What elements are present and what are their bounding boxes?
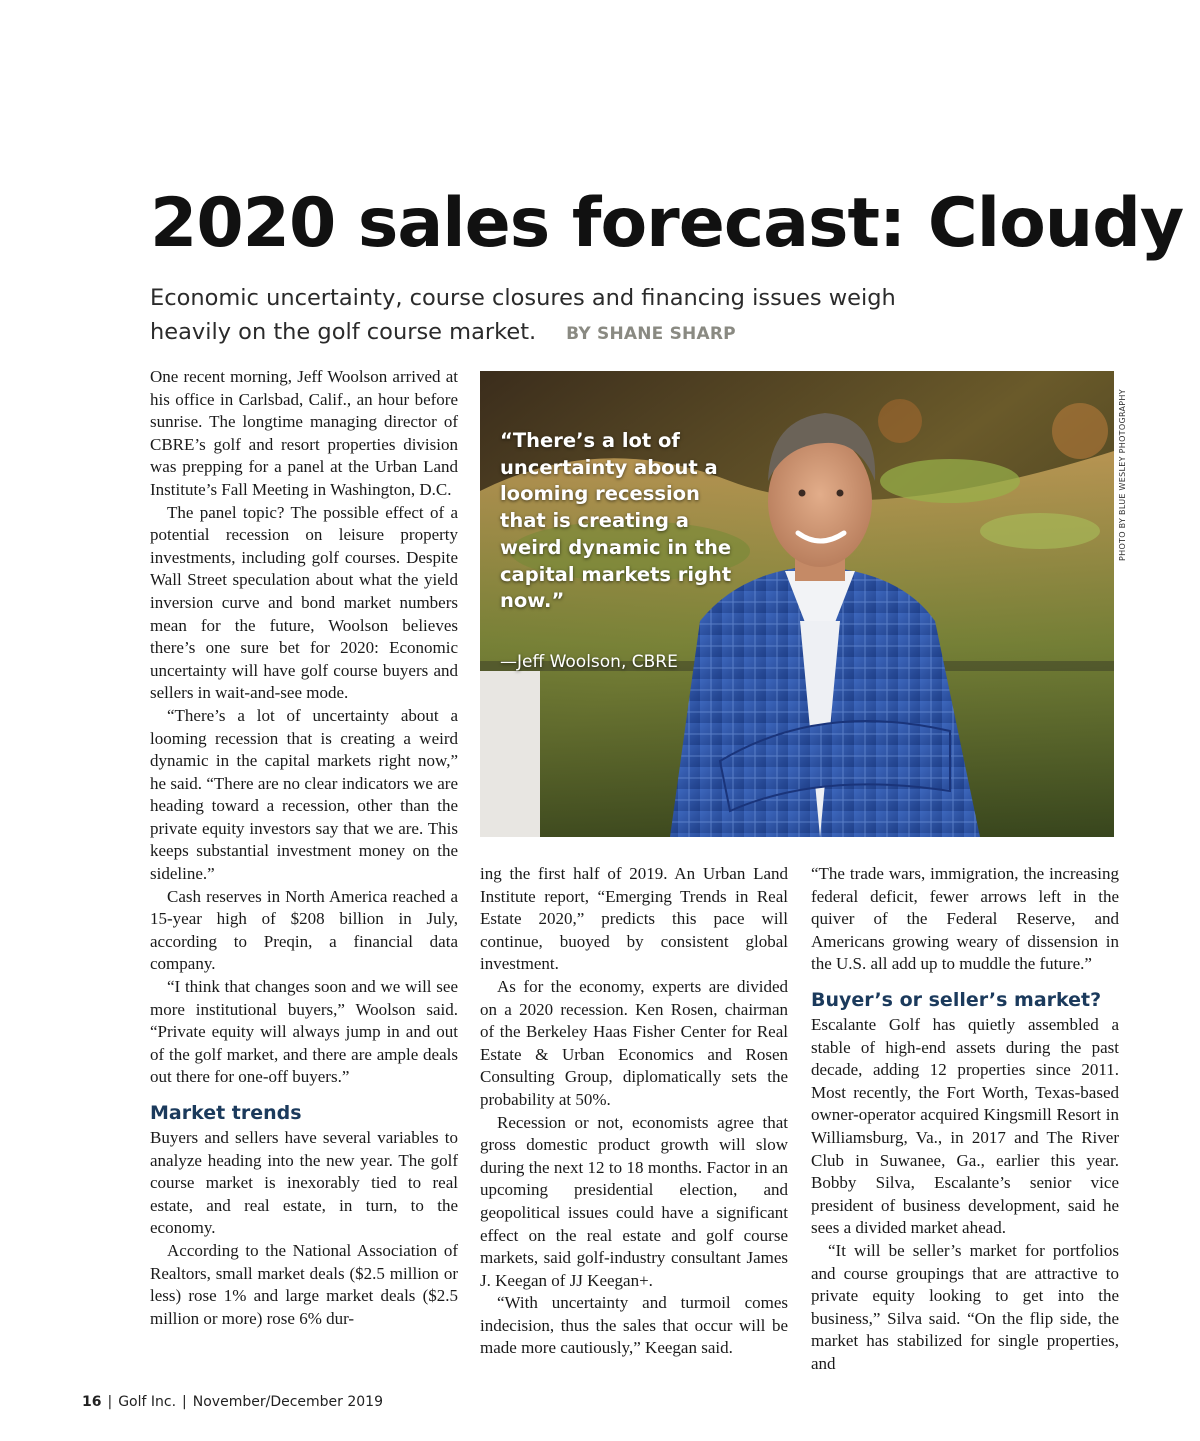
- issue-date: November/December 2019: [192, 1394, 383, 1410]
- body-column-1: [150, 366, 458, 1330]
- footer-separator: |: [182, 1394, 187, 1410]
- paragraph: “It will be seller’s market for portfolios and course groupings that are attractive to private equity looking to get into the business,” Silva said. “On the flip side, the market has stabilized for single properties, and: [811, 1240, 1119, 1373]
- pull-quote-attribution: —Jeff Woolson, CBRE: [500, 652, 678, 672]
- paragraph: “I think that changes soon and we will see more institutional buyers,” Woolson said. “Private equity will always jump in and out of the golf market, and there are ample deals out there for one-off buyers.”: [150, 977, 458, 1087]
- byline: BY SHANE SHARP: [566, 324, 736, 344]
- paragraph: ing the first half of 2019. An Urban Land Institute report, “Emerging Trends in Real Estate 2020,” predicts this pace will continue, buoyed by consistent global investment.: [480, 864, 788, 974]
- body-column-2: [480, 863, 788, 1360]
- section-heading-market-trends: Market trends: [150, 1102, 302, 1124]
- paragraph: “The trade wars, immigration, the increasing federal deficit, fewer arrows left in the quiver of the Federal Reserve, and Americans growing weary of dissension in the U.S. all add up to muddle the future.”: [811, 864, 1119, 974]
- publication-name: Golf Inc.: [118, 1394, 177, 1410]
- paragraph: “With uncertainty and turmoil comes indecision, thus the sales that occur will be made more cautiously,” Keegan said.: [480, 1293, 788, 1358]
- subtitle-text: Economic uncertainty, course closures and financing issues weigh heavily on the golf course market.: [150, 285, 896, 345]
- page-number: 16: [82, 1394, 102, 1410]
- footer-separator: |: [107, 1394, 113, 1410]
- pull-quote: “There’s a lot of uncertainty about a looming recession that is creating a weird dynamic in the capital markets right now.”: [500, 429, 732, 613]
- photo-credit: PHOTO BY BLUE WESLEY PHOTOGRAPHY: [1118, 389, 1127, 561]
- paragraph: One recent morning, Jeff Woolson arrived at his office in Carlsbad, Calif., an hour before sunrise. The longtime managing director of CBRE’s golf and resort properties division was prepping for a panel at the Urban Land Institute’s Fall Meeting in Washington, D.C.: [150, 367, 458, 499]
- body-column-3: [811, 863, 1119, 1375]
- page-footer: [82, 1394, 383, 1410]
- paragraph: Buyers and sellers have several variables to analyze heading into the new year. The golf course market is inexorably tied to real estate, and real estate, in turn, to the economy.: [150, 1128, 458, 1238]
- paragraph: “There’s a lot of uncertainty about a looming recession that is creating a weird dynamic in the capital markets right now,” he said. “There are no clear indicators we are heading toward a recession, other than the private equity investors say that we are. This keeps substantial investment money on the sideline.”: [150, 705, 458, 884]
- paragraph: Recession or not, economists agree that gross domestic product growth will slow during the next 12 to 18 months. Factor in an upcoming presidential election, and geopolitical issues could have a significant effect on the real estate and golf course markets, said golf-industry consultant James J. Keegan of JJ Keegan+.: [480, 1112, 788, 1290]
- paragraph: The panel topic? The possible effect of a potential recession on leisure property investments, including golf courses. Despite Wall Street speculation about what the yield inversion curve and bond market numbers mean for the future, Woolson believes there’s one sure bet for 2020: Economic uncertainty will have golf course buyers and sellers in wait-and-see mode.: [150, 502, 458, 703]
- paragraph: Escalante Golf has quietly assembled a stable of high-end assets during the past decade, adding 12 properties since 2011. Most recently, the Fort Worth, Texas-based owner-operator acquired Kingsmill Resort in Williamsburg, Va., in 2017 and The River Club in Suwanee, Ga., earlier this year. Bobby Silva, Escalante’s senior vice president of business development, said he sees a divided market ahead.: [811, 1014, 1119, 1238]
- paragraph: As for the economy, experts are divided on a 2020 recession. Ken Rosen, chairman of the Berkeley Haas Fisher Center for Real Estate & Urban Economics and Rosen Consulting Group, diplomatically sets the probability at 50%.: [480, 976, 788, 1109]
- article-subtitle: [150, 281, 910, 351]
- article-title: 2020 sales forecast: Cloudy: [150, 184, 1184, 263]
- section-heading-buyers-market: Buyer’s or seller’s market?: [811, 988, 1102, 1011]
- paragraph: Cash reserves in North America reached a 15-year high of $208 billion in July, according to Preqin, a financial data company.: [150, 886, 458, 974]
- paragraph: According to the National Association of Realtors, small market deals ($2.5 million or less) rose 1% and large market deals ($2.5 million or more) rose 6% dur-: [150, 1240, 458, 1328]
